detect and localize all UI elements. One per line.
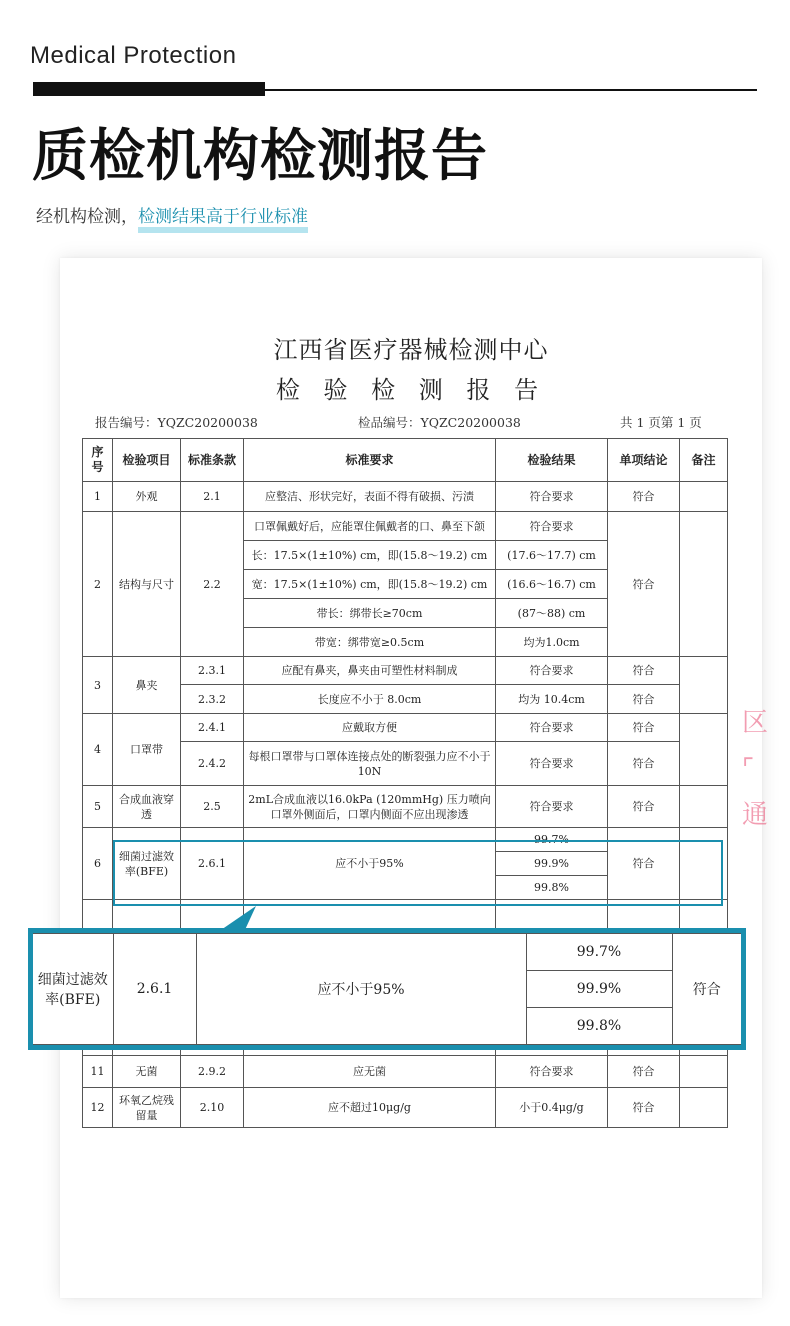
row-verdict: 符合 [608,1088,680,1128]
row-item: 口罩带 [113,714,181,786]
row-result: (17.6～17.7) cm [496,541,608,570]
row-verdict: 符合 [608,657,680,685]
row-result: 符合要求 [496,657,608,685]
row-remark [680,786,728,828]
row-result: 符合要求 [496,786,608,828]
table-header-row [83,439,728,482]
row-clause: 2.4.1 [181,714,244,742]
table-row [83,1056,728,1088]
row-clause: 2.6.1 [181,828,244,900]
row-result: 均为 10.4cm [496,685,608,714]
row-remark [680,482,728,512]
row-result: 符合要求 [496,742,608,786]
row-clause: 2.3.1 [181,657,244,685]
row-result: 符合要求 [496,512,608,541]
row-req: 长度应不小于 8.0cm [244,685,496,714]
row-verdict: 符合 [608,786,680,828]
header-rule-thin [265,89,757,91]
col-header: 单项结论 [608,439,680,482]
row-req: 应不超过10μg/g [244,1088,496,1128]
row-req: 应戴取方便 [244,714,496,742]
row-clause: 2.3.2 [181,685,244,714]
row-no: 6 [83,828,113,900]
row-result: (16.6～16.7) cm [496,570,608,599]
row-req: 应整洁、形状完好，表面不得有破损、污渍 [244,482,496,512]
row-result: 99.9% [496,852,608,876]
highlight-frame [113,840,723,906]
sample-number: 检品编号：YQZC20200038 [358,415,521,430]
row-item: 环氧乙烷残留量 [113,1088,181,1128]
row-result: 小于0.4μg/g [496,1088,608,1128]
row-verdict: 符合 [608,742,680,786]
page-count: 共 1 页第 1 页 [620,415,702,430]
zoom-row [33,934,741,971]
col-header: 序号 [83,439,113,482]
zoom-table [33,933,741,1045]
row-item: 合成血液穿透 [113,786,181,828]
col-header: 检验项目 [113,439,181,482]
row-no: 4 [83,714,113,786]
row-no: 3 [83,657,113,714]
row-clause: 2.2 [181,512,244,657]
row-clause: 2.1 [181,482,244,512]
col-header: 标准要求 [244,439,496,482]
report-title: 检 验 检 测 报 告 [275,376,547,404]
row-no: 5 [83,786,113,828]
row-req: 带宽：绑带宽≥0.5cm [244,628,496,657]
row-req: 口罩佩戴好后，应能罩住佩戴者的口、鼻至下颌 [244,512,496,541]
subtitle [36,202,308,227]
report-paper [60,258,762,1298]
row-result: 符合要求 [496,482,608,512]
row-item: 结构与尺寸 [113,512,181,657]
subtitle-plain: 经机构检测， [36,207,138,227]
row-req: 长：17.5×(1±10%) cm，即(15.8～19.2) cm [244,541,496,570]
row-verdict: 符合 [608,482,680,512]
table-row [83,512,728,541]
row-remark [680,1088,728,1128]
row-clause: 2.5 [181,786,244,828]
col-header: 标准条款 [181,439,244,482]
row-clause: 2.4.2 [181,742,244,786]
row-remark [680,714,728,786]
zoom-requirement: 应不小于95% [196,934,526,1045]
row-remark [680,512,728,657]
subtitle-highlight: 检测结果高于行业标准 [138,207,308,233]
row-no: 12 [83,1088,113,1128]
zoom-result: 99.7% [526,934,672,971]
col-header: 备注 [680,439,728,482]
row-result: 符合要求 [496,1056,608,1088]
zoom-clause: 2.6.1 [113,934,196,1045]
row-verdict: 符合 [608,685,680,714]
row-verdict: 符合 [608,1056,680,1088]
table-row [83,657,728,685]
report-org: 江西省医疗器械检测中心 [273,336,549,364]
row-result: 均为1.0cm [496,628,608,657]
section-eyebrow: Medical Protection [30,42,237,69]
zoom-callout [28,928,746,1050]
row-req: 每根口罩带与口罩体连接点处的断裂强力应不小于 10N [244,742,496,786]
zoom-result: 99.9% [526,971,672,1008]
row-item: 外观 [113,482,181,512]
row-remark [680,657,728,714]
zoom-result: 99.8% [526,1008,672,1045]
row-verdict: 符合 [608,714,680,742]
row-verdict: 符合 [608,512,680,657]
row-req: 应配有鼻夹，鼻夹由可塑性材料制成 [244,657,496,685]
zoom-verdict: 符合 [672,934,741,1045]
row-result: (87～88) cm [496,599,608,628]
table-row [83,714,728,742]
table-row [83,482,728,512]
row-req: 2mL合成血液以16.0kPa (120mmHg) 压力喷向口罩外侧面后，口罩内侧面不应出现渗透 [244,786,496,828]
row-remark [680,1056,728,1088]
col-header: 检验结果 [496,439,608,482]
row-no: 11 [83,1056,113,1088]
row-item: 无菌 [113,1056,181,1088]
row-no: 2 [83,512,113,657]
row-item: 细菌过滤效率(BFE) [113,828,181,900]
row-no: 1 [83,482,113,512]
row-req: 应无菌 [244,1056,496,1088]
row-req: 带长：绑带长≥70cm [244,599,496,628]
row-result: 99.7% [496,828,608,852]
header-rule-thick [33,82,265,96]
report-number: 报告编号：YQZC20200038 [95,415,258,430]
row-result: 99.8% [496,876,608,900]
page-title: 质检机构检测报告 [32,124,488,189]
row-req: 应不小于95% [244,828,496,900]
row-req: 宽：17.5×(1±10%) cm，即(15.8～19.2) cm [244,570,496,599]
row-clause: 2.10 [181,1088,244,1128]
row-result: 符合要求 [496,714,608,742]
table-row [83,786,728,828]
zoom-item: 细菌过滤效率(BFE) [33,934,113,1045]
seal-stamp-fragment: 区 ⌜ 通 [742,708,769,830]
row-clause: 2.9.2 [181,1056,244,1088]
row-verdict: 符合 [608,828,680,900]
table-row [83,1088,728,1128]
row-item: 鼻夹 [113,657,181,714]
